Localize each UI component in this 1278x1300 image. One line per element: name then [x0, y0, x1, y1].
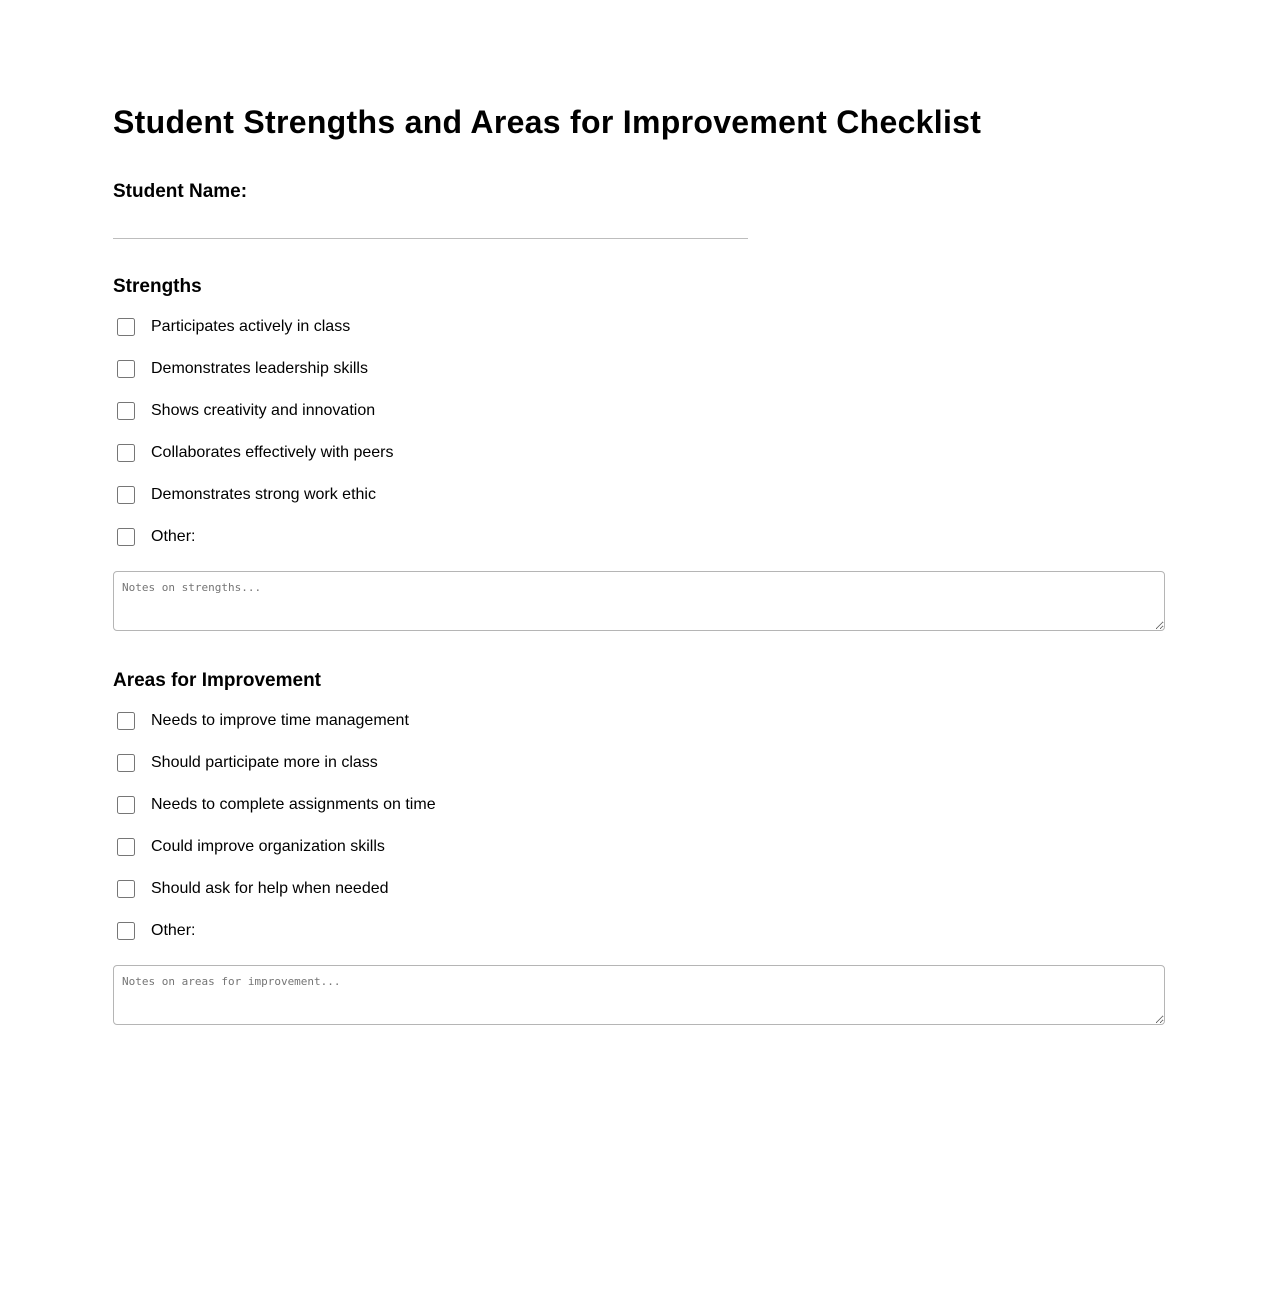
strength-item[interactable]: [117, 317, 350, 337]
improvement-checkbox[interactable]: [117, 796, 135, 814]
strength-item[interactable]: [117, 485, 376, 505]
improvement-checkbox[interactable]: [117, 754, 135, 772]
improvement-label: Could improve organization skills: [151, 838, 385, 855]
strength-checkbox[interactable]: [117, 486, 135, 504]
strength-checkbox[interactable]: [117, 402, 135, 420]
strength-item-other[interactable]: [117, 527, 195, 547]
strength-label: Demonstrates leadership skills: [151, 360, 368, 377]
improvement-label: Other:: [151, 922, 196, 939]
strength-label: Other:: [151, 528, 196, 545]
strength-item[interactable]: [117, 443, 394, 463]
improvement-checkbox[interactable]: [117, 712, 135, 730]
strength-label: Demonstrates strong work ethic: [151, 486, 376, 503]
strength-checkbox[interactable]: [117, 318, 135, 336]
improvement-checkbox[interactable]: [117, 880, 135, 898]
improvement-label: Needs to complete assignments on time: [151, 796, 436, 813]
improvement-item[interactable]: [117, 795, 436, 815]
improvement-notes-textarea[interactable]: [113, 965, 1165, 1025]
strength-checkbox[interactable]: [117, 360, 135, 378]
strengths-heading: Strengths: [113, 276, 202, 297]
student-name-label: Student Name:: [113, 181, 248, 202]
strength-item[interactable]: [117, 401, 375, 421]
improvement-checkbox[interactable]: [117, 838, 135, 856]
page-title: Student Strengths and Areas for Improvement Checklist: [113, 104, 982, 140]
improvement-label: Should participate more in class: [151, 754, 378, 771]
improvement-label: Needs to improve time management: [151, 712, 409, 729]
strength-item[interactable]: [117, 359, 368, 379]
strength-label: Participates actively in class: [151, 318, 351, 335]
improvement-item-other[interactable]: [117, 921, 195, 941]
strength-other-checkbox[interactable]: [117, 528, 135, 546]
strength-label: Collaborates effectively with peers: [151, 444, 394, 461]
improvement-item[interactable]: [117, 753, 378, 773]
improvement-label: Should ask for help when needed: [151, 880, 389, 897]
improvement-other-checkbox[interactable]: [117, 922, 135, 940]
improvement-item[interactable]: [117, 837, 385, 857]
strengths-notes-textarea[interactable]: [113, 571, 1165, 631]
improvement-item[interactable]: [117, 879, 389, 899]
strength-label: Shows creativity and innovation: [151, 402, 376, 419]
improvement-item[interactable]: [117, 711, 409, 731]
strength-checkbox[interactable]: [117, 444, 135, 462]
improvement-heading: Areas for Improvement: [113, 670, 322, 691]
student-name-input[interactable]: [113, 236, 748, 239]
